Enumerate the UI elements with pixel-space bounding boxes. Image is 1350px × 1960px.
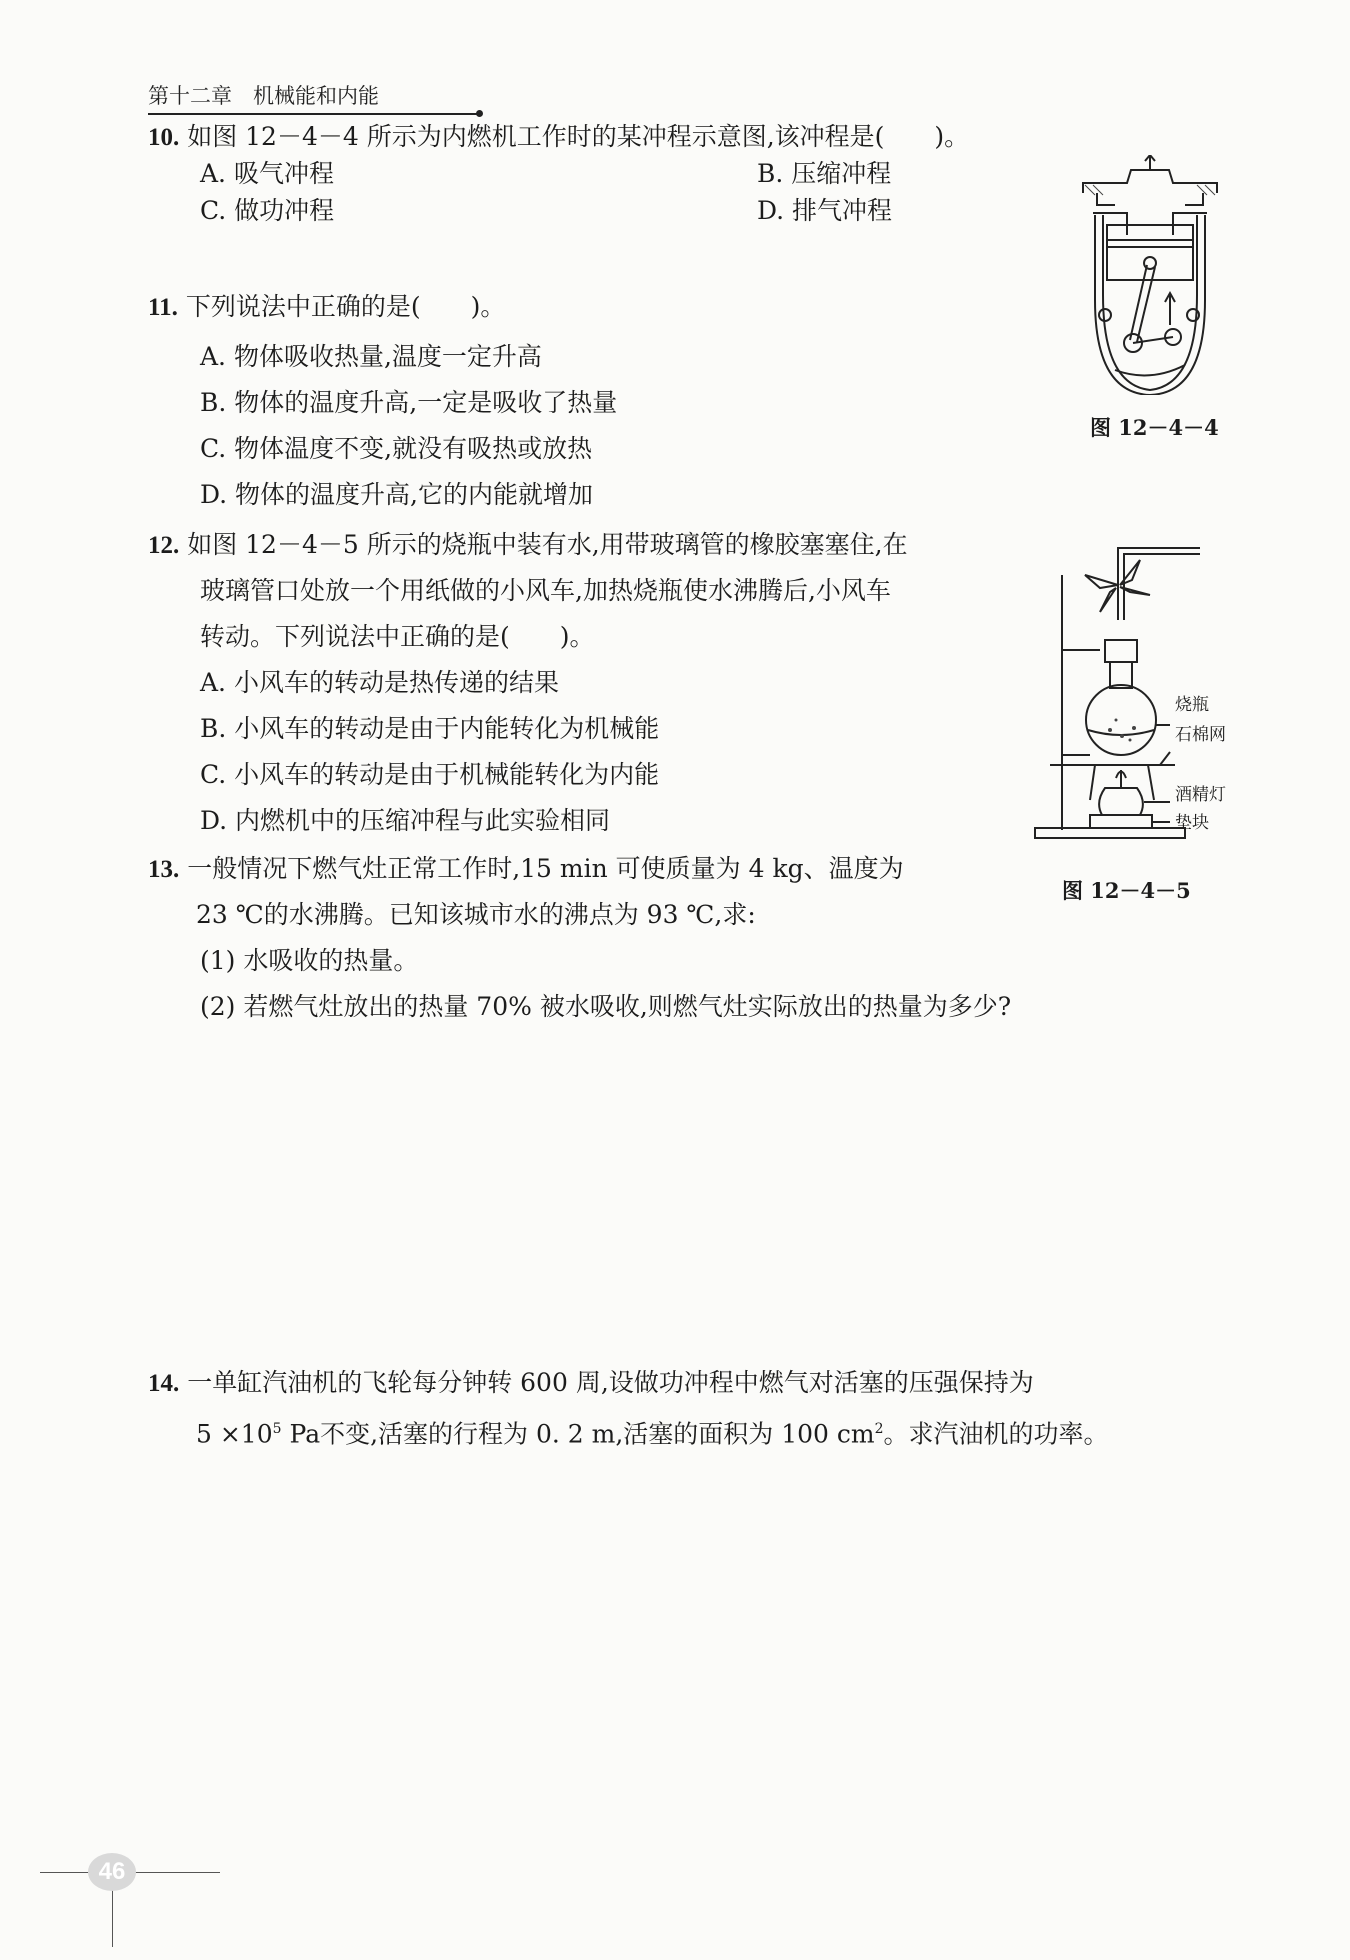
option-b: B. 压缩冲程 [757,159,892,188]
question-stem: 下列说法中正确的是( )。 [185,292,506,321]
figure-caption: 图 12－4－4 [1090,415,1219,440]
question-number: 12. [148,532,180,559]
option-a: A. 物体吸收热量,温度一定升高 [200,342,542,371]
option-c: C. 做功冲程 [200,196,335,225]
question-stem-line: $5 \times 10^5$ Pa不变,活塞的行程为 0. 2 m,活塞的面积为 100 $cm^2$。求汽油机的功率。 [196,1419,1109,1449]
question-number: 13. [148,856,180,883]
header-rule [148,113,478,115]
sub-question-2: (2) 若燃气灶放出的热量 70% 被水吸收,则燃气灶实际放出的热量为多少? [200,992,1012,1021]
question-stem-line: 玻璃管口处放一个用纸做的小风车,加热烧瓶使水沸腾后,小风车 [200,576,891,605]
label-alcohol-lamp: 酒精灯 [1175,785,1226,805]
option-d: D. 排气冲程 [757,196,893,225]
question-stem-line: 一般情况下燃气灶正常工作时,15 min 可使质量为 4 kg、温度为 [187,854,904,883]
question-number: 14. [148,1370,180,1397]
label-flask: 烧瓶 [1175,695,1209,715]
option-b: B. 物体的温度升高,一定是吸收了热量 [200,388,618,417]
question-number: 10. [148,124,180,151]
option-d: D. 物体的温度升高,它的内能就增加 [200,480,593,509]
figure-caption: 图 12－4－5 [1062,878,1191,903]
label-gauze: 石棉网 [1175,725,1226,745]
label-block: 垫块 [1175,813,1209,833]
question-stem-line: 一单缸汽油机的飞轮每分钟转 600 周,设做功冲程中燃气对活塞的压强保持为 [187,1368,1034,1397]
option-a: A. 吸气冲程 [200,159,334,188]
page-number: 46 [88,1853,136,1891]
question-stem-line: 23 ℃的水沸腾。已知该城市水的沸点为 93 ℃,求: [196,900,756,929]
question-stem-line: 转动。下列说法中正确的是( )。 [200,622,595,651]
sub-question-1: (1) 水吸收的热量。 [200,946,419,975]
option-a: A. 小风车的转动是热传递的结果 [200,668,559,697]
option-c: C. 物体温度不变,就没有吸热或放热 [200,434,593,463]
question-number: 11. [148,294,178,321]
option-d: D. 内燃机中的压缩冲程与此实验相同 [200,806,611,835]
option-b: B. 小风车的转动是由于内能转化为机械能 [200,714,660,743]
header-dot [476,110,483,117]
engine-cylinder-figure [1075,155,1225,395]
chapter-title: 第十二章 机械能和内能 [148,84,379,108]
option-c: C. 小风车的转动是由于机械能转化为内能 [200,760,660,789]
question-stem: 如图 12－4－4 所示为内燃机工作时的某冲程示意图,该冲程是( )。 [187,122,970,151]
question-stem-line: 如图 12－4－5 所示的烧瓶中装有水,用带玻璃管的橡胶塞塞住,在 [187,530,908,559]
flask-apparatus-figure [1030,540,1226,840]
